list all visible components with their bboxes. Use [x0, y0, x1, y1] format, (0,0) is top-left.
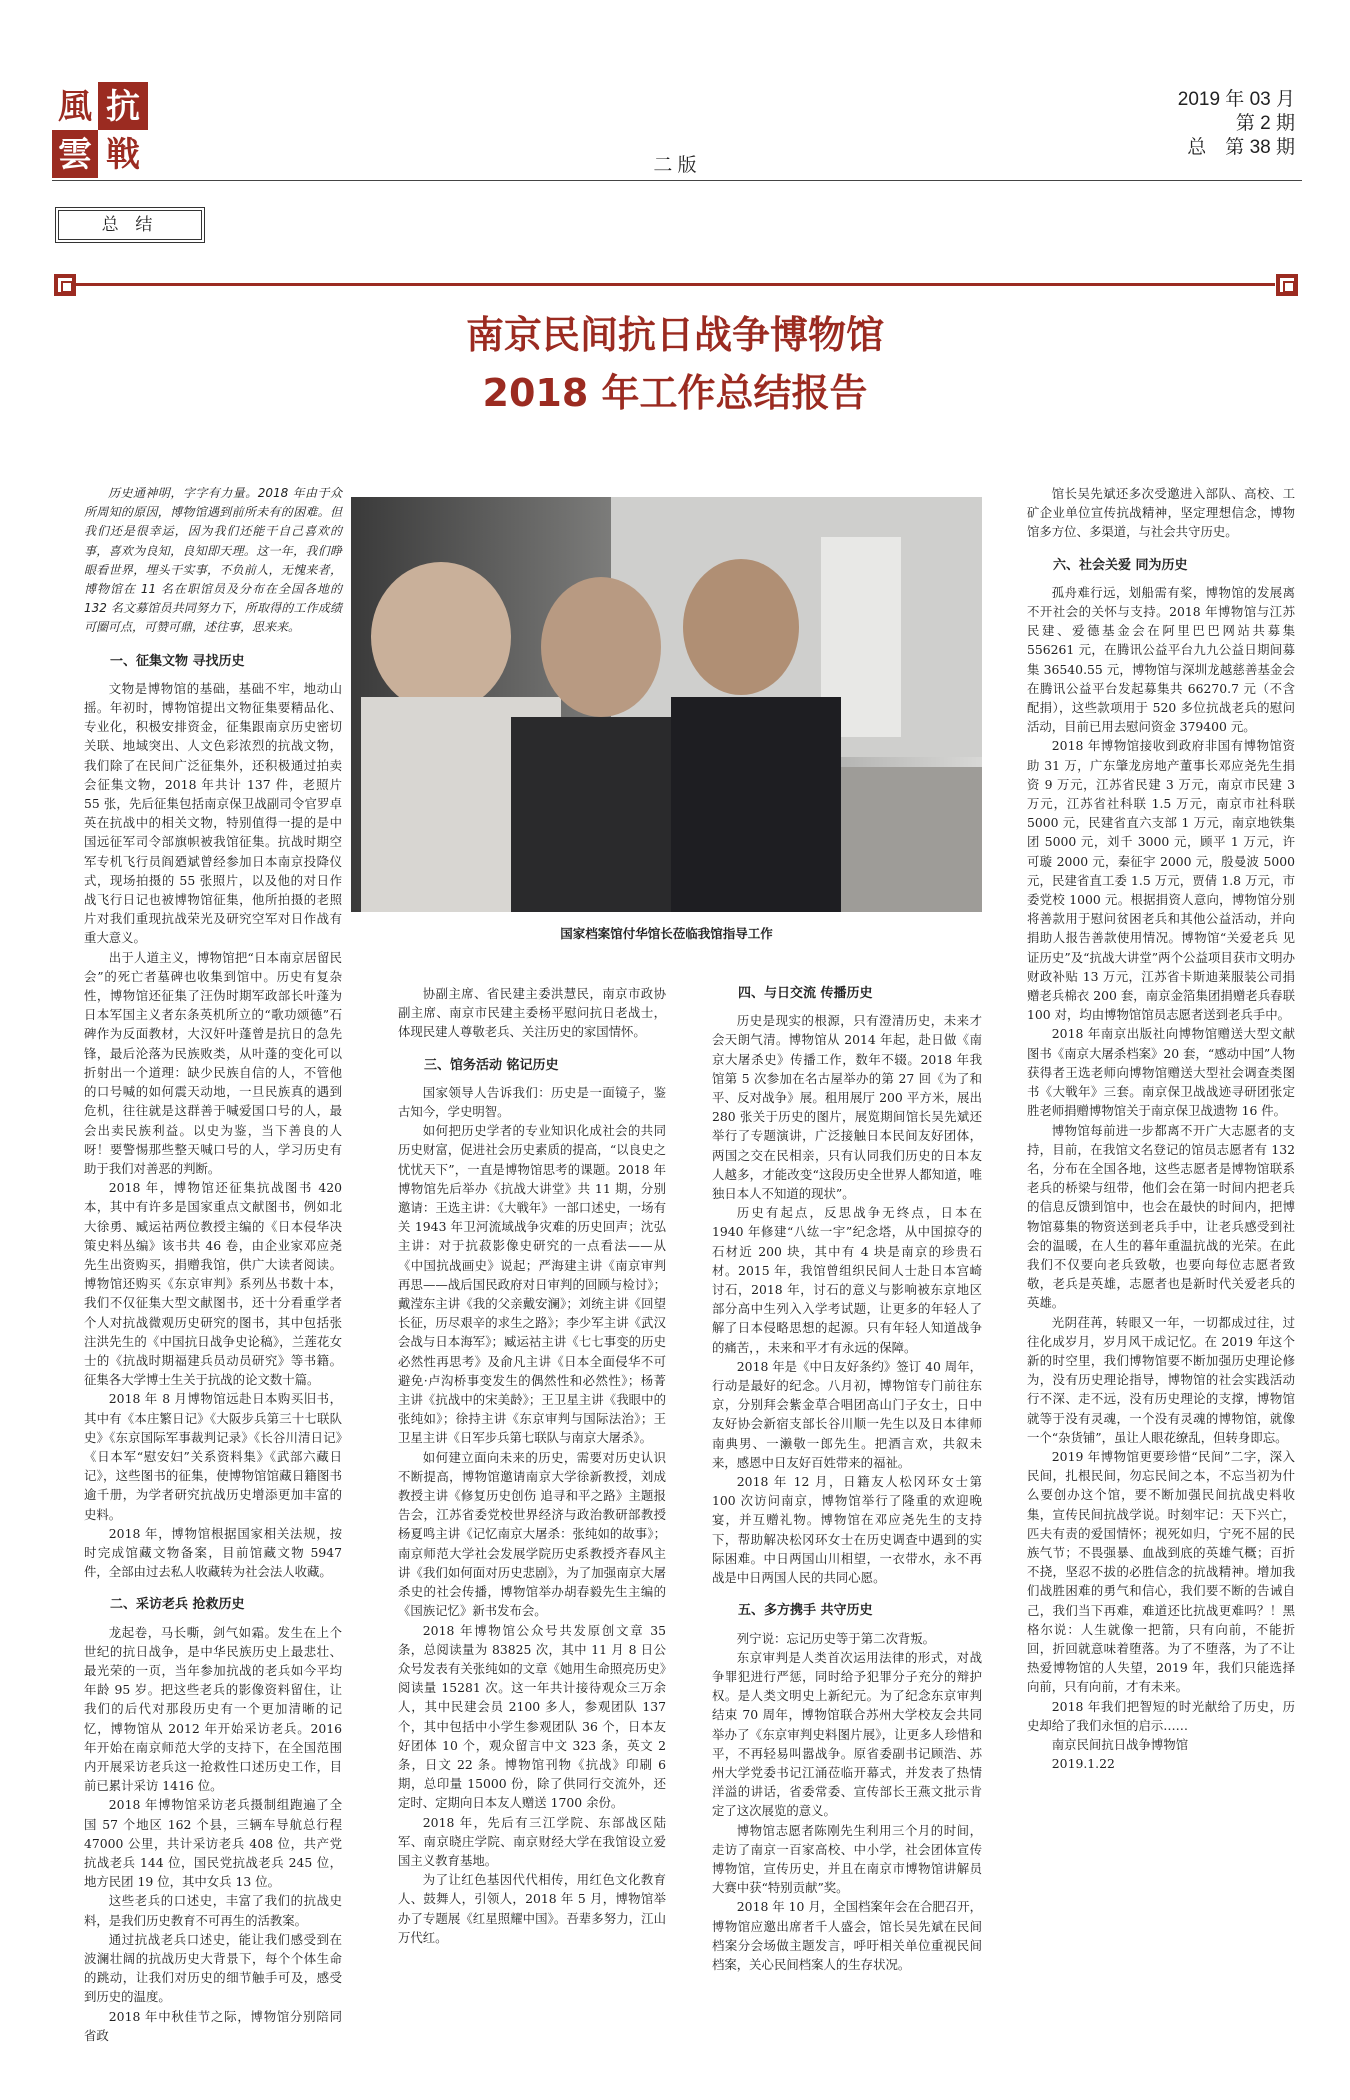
svg-text:戦: 戦 [106, 135, 140, 175]
masthead-divider [52, 180, 1302, 181]
paragraph: 2018 年，先后有三江学院、东部战区陆军、南京晓庄学院、南京财经大学在我馆设立爱国主义教育基地。 [398, 1814, 666, 1868]
paragraph: 2019 年博物馆更要珍惜“民间”二字，深入民间，扎根民间，勿忘民间之本，不忘当初为什么要创办这个馆，要不断加强民间抗战史料收集，宣传民间抗战学说。时刻牢记：天下兴亡，匹夫有责的爱国情怀；视死如归，宁死不屈的民族气节；不畏强暴、血战到底的英雄气概；百折不挠，坚忍不拔的必胜信念的抗战精神。增加我们战胜困难的勇气和信心，我们要不断的告诫自己，我们当下再难，难道还比抗战更难吗？！黑格尔说：人生就像一把箭，只有向前，不能折回，折回就意味着堕落。为了不堕落，为了不让热爱博物馆的人失望，2019 年，我们只能选择向前，只有向前，才有未来。 [1027, 1448, 1295, 1695]
paragraph: 2018 年 12 月，日籍友人松冈环女士第 100 次访问南京，博物馆举行了隆重的欢迎晚宴，并互赠礼物。博物馆在邓应尧先生的支持下，帮助解决松冈环女士在历史调查中遇到的实际困难。中日两国山川相望，一衣带水，永不再战是中日两国人民的共同心愿。 [712, 1474, 982, 1586]
paragraph: 历史是现实的根源，只有澄清历史，未来才会天朗气清。博物馆从 2014 年起，赴日做《南京大屠杀史》传播工作，数年不辍。2018 年我馆第 5 次参加在名古屋举办的第 27 回《为了和平、反对战争》展。租用展厅 200 平方米，展出 280 张关于历史的图片，展览期间馆长吴先斌还举行了专题演讲，广泛接触日本民间友好团体，两国之交在民相亲，只有认同我们历史的日本友人越多，才能改变“这段历史全世界人都知道，唯独日本人不知道的现状”。 [712, 1013, 982, 1202]
paragraph: 2018 年是《中日友好条约》签订 40 周年，行动是最好的纪念。八月初，博物馆专门前往东京，分别拜会紫金草合唱团高山门子女士，日中友好协会新宿支部长谷川顺一先生以及日本律师南典男、一濑敬一郎先生。把酒言欢，共叙未来，感恩中日友好百姓带来的福祉。 [712, 1358, 982, 1470]
issue-number: 第 2 期 [1235, 113, 1295, 134]
column-4 [1027, 484, 1295, 1773]
paragraph: 为了让红色基因代代相传，用红色文化教育人、鼓舞人，引领人，2018 年 5 月，博物馆举办了专题展《红星照耀中国》。吾辈多努力，江山万代红。 [398, 1872, 666, 1945]
issue-total: 总 第 38 期 [1187, 137, 1295, 158]
svg-text:風: 風 [58, 87, 92, 127]
article-title-line1: 南京民间抗日战争博物馆 [465, 313, 884, 357]
paragraph: 文物是博物馆的基础，基础不牢，地动山摇。年初时，博物馆提出文物征集要精品化、专业化，积极安排资金，征集跟南京历史密切关联、地域突出、人文色彩浓烈的抗战文物，我们除了在民间广泛征集外，还积极通过拍卖会征集文物，2018 年共计 137 件，老照片 55 张，先后征集包括南京保卫战副司令官罗卓英在抗战中的相关文物，特别值得一提的是中国远征军司令部旗帜被我馆征集。抗战时期空军专机飞行员阎廼斌曾经参加日本南京投降仪式，现场拍摄的 55 张照片，以及他的对日作战飞行日记也被博物馆征集，他所拍摄的老照片对我们重现抗战荣光及研究空军对日作战有重大意义。 [84, 680, 342, 946]
paragraph: 2018 年，博物馆根据国家相关法规，按时完成馆藏文物备案，目前馆藏文物 5947 件，全部由过去私人收藏转为社会法人收藏。 [84, 1525, 342, 1580]
paragraph: 光阴荏苒，转眼又一年，一切都成过往，过往化成岁月，岁月风干成记忆。在 2019 年这个新的时空里，我们博物馆要不断加强历史理论修为，没有历史理论指导，博物馆的社会实践活动行不深、走不远，没有历史理论的支撑，博物馆就等于没有灵魂，一个没有灵魂的博物馆，就像一个“杂货铺”，虽让人眼花缭乱，但转身即忘。 [1027, 1314, 1295, 1445]
frame-corner-left [54, 274, 76, 296]
issue-date: 2019 年 03 月 [1177, 89, 1295, 110]
paragraph: 2018 年，博物馆还征集抗战图书 420 本，其中有许多是国家重点文献图书，例如北大徐勇、臧运祜两位教授主编的《日本侵华决策史料丛编》该书共 46 卷，由企业家邓应尧先生出资购买，捐赠我馆，供广大读者阅读。博物馆还购买《东京审判》系列丛书数十本，我们不仅征集大型文献图书，还十分看重学者个人对抗战微观历史研究的图书，其中包括张注洪先生的《中国抗日战争史论稿》，兰莲花女士的《抗战时期福建兵员动员研究》等书籍。征集各大学博士生关于抗战的论文数十篇。 [84, 1180, 342, 1388]
paragraph: 东京审判是人类首次运用法律的形式，对战争罪犯进行严惩，同时给予犯罪分子充分的辩护权。是人类文明史上新纪元。为了纪念东京审判结束 70 周年，博物馆联合苏州大学校友会共同举办了《东京审判史料图片展》，让更多人珍惜和平，不再轻易叫嚣战争。原省委副书记顾浩、苏州大学党委书记江涌莅临开幕式，并发表了热情洋溢的讲话，省委常委、宣传部长王燕文批示肯定了这次展览的意义。 [712, 1649, 982, 1819]
paragraph: 列宁说：忘记历史等于第二次背叛。 [736, 1630, 936, 1646]
column-3 [712, 984, 982, 1974]
svg-text:抗: 抗 [106, 87, 140, 127]
frame-corner-right [1276, 274, 1298, 296]
paragraph: 龙起卷，马长嘶，剑气如霜。发生在上个世纪的抗日战争，是中华民族历史上最悲壮、最光荣的一页，当年参加抗战的老兵如今平均年龄 95 岁。把这些老兵的影像资料留住，让我们的后代对那段历史有一个更加清晰的记忆，博物馆从 2012 年开始采访老兵。2016 年开始在南京师范大学的支持下，在全国范围内开展采访老兵这一抢救性口述历史工作，目前已累计采访 1416 位。 [84, 1624, 342, 1794]
section-heading-3: 三、馆务活动 铭记历史 [424, 1057, 559, 1073]
paragraph: 历史有起点，反思战争无终点，日本在 1940 年修建“八纮一宇”纪念塔，从中国掠夺的石材近 200 块，其中有 4 块是南京的珍贵石材。2015 年，我馆曾组织民间人士赴日本宫崎讨石，2018 年，讨石的意义与影响被东京地区部分高中生列入入学考试题，让更多的年轻人了解了日本侵略思想的起源。只有年轻人知道战争的痛苦，，未来和平才有永远的保障。 [712, 1205, 982, 1355]
paragraph: 通过抗战老兵口述史，能让我们感受到在波澜壮阔的抗战历史大背景下，每个个体生命的跳动，让我们对历史的细节触手可及，感受到历史的温度。 [84, 1931, 342, 2005]
paragraph: 2018 年博物馆公众号共发原创文章 35 条，总阅读量为 83825 次，其中 11 月 8 日公众号发表有关张纯如的文章《她用生命照亮历史》阅读量 15281 次。这一年共计接待观众三万余人，其中民建会员 2100 多人，参观团队 137 个，其中包括中小学生参观团队 36 个，日本友好团体 10 个，观众留言中文 323 条，英文 2 条，日文 22 条。博物馆刊物《抗战》印刷 6 期，总印量 15000 份，除了供同行交流外，还定时、定期向日本友人赠送 1700 余份。 [398, 1622, 666, 1811]
signature-date: 2019.1.22 [1051, 1756, 1115, 1772]
svg-text:雲: 雲 [58, 135, 92, 175]
article-title-line2: 2018 年工作总结报告 [482, 371, 868, 415]
section-heading-5: 五、多方携手 共守历史 [738, 1603, 873, 1619]
paragraph: 国家领导人告诉我们：历史是一面镜子，鉴古知今，学史明智。 [398, 1084, 666, 1120]
section-heading-1: 一、征集文物 寻找历史 [110, 653, 245, 669]
section-heading-2: 二、采访老兵 抢救历史 [110, 1597, 245, 1613]
column-2 [398, 984, 666, 1947]
paragraph: 馆长吴先斌还多次受邀进入部队、高校、工矿企业单位宣传抗战精神，坚定理想信念，博物馆多方位、多渠道，与社会共守历史。 [1027, 486, 1295, 540]
edition-label: 二 版 [653, 155, 697, 176]
paragraph: 2018 年南京出版社向博物馆赠送大型文献图书《南京大屠杀档案》20 套，“感动中国”人物获得者王选老师向博物馆赠送大型社会调查类图书《大戦年》三套。南京保卫战战迹寻研团张定胜老师捐赠博物馆关于南京保卫战遗物 16 件。 [1027, 1026, 1295, 1119]
paragraph: 2018 年 8 月博物馆远赴日本购买旧书，其中有《本庄繁日记》《大阪步兵第三十七联队史》《东京国际军事裁判记录》《长谷川清日记》《日本军“慰安妇”关系资料集》《武部六藏日记》，这些图书的征集，使博物馆馆藏日籍图书逾千册，为学者研究抗战历史增添更加丰富的史料。 [84, 1391, 342, 1522]
column-1 [84, 484, 342, 2045]
title-frame-line [76, 283, 1275, 286]
paragraph: 2018 年博物馆接收到政府非国有博物馆资助 31 万，广东肇龙房地产董事长邓应尧先生捐资 9 万元，江苏省民建 3 万元，南京市民建 3 万元，江苏省社科联 1.5 万元，南京市社科联 5000 元，民建省直六支部 1 万元，南京地铁集团 5000 元，刘千 3000 元，顾平 1 万元，许可璇 2000 元，秦征宇 2000 元，殷曼波 5000 元，民建省直工委 1.5 万元，贾倩 1.8 万元，市委党校 1000 元。根据捐资人意向，博物馆分别将善款用于慰问贫困老兵和其他公益活动，并向捐助人报告善款使用情况。博物馆“关爱老兵 见证历史”及“抗战大讲堂”两个公益项目获市文明办财政补贴 13 万元，江苏省卡斯迪莱服装公司捐赠老兵棉衣 200 套，南京金箔集团捐赠老兵春联 100 对，均由博物馆馆员志愿者送到老兵手中。 [1027, 738, 1295, 1023]
paragraph: 2018 年博物馆采访老兵摄制组跑遍了全国 57 个地区 162 个县，三辆车导航总行程 47000 公里，共计采访老兵 408 位，共产党抗战老兵 144 位，国民党抗战老兵 245 位，地方民团 19 位，其中女兵 13 位。 [84, 1797, 342, 1890]
paragraph: 博物馆每前进一步都离不开广大志愿者的支持，目前，在我馆文名登记的馆员志愿者有 132 名，分布在全国各地，这些志愿者是博物馆联系老兵的桥梁与纽带，他们会在第一时间内把老兵的信息反馈到馆中，也会在最快的时间内，把博物馆募集的物资送到老兵手中，让老兵感受到社会的温暖，在人生的暮年重温抗战的光荣。在此我们不仅要向老兵致敬，也要向每位志愿者致敬，老兵是英雄，志愿者也是新时代关爱老兵的英雄。 [1027, 1122, 1295, 1311]
section-heading-4: 四、与日交流 传播历史 [738, 986, 873, 1001]
signature-organization: 南京民间抗日战争博物馆 [1051, 1737, 1189, 1752]
section-heading-6: 六、社会关爱 同为历史 [1053, 557, 1188, 573]
section-tag [55, 207, 205, 243]
paragraph: 2018 年 10 月，全国档案年会在合肥召开，博物馆应邀出席者千人盛会，馆长吴先斌在民间档案分会场做主题发言，呼吁相关单位重视民间档案，关心民间档案人的生存状况。 [712, 1899, 982, 1972]
paragraph: 2018 年中秋佳节之际，博物馆分别陪同省政 [84, 2008, 342, 2043]
paragraph: 如何建立面向未来的历史，需要对历史认识不断提高，博物馆邀请南京大学徐新教授，刘成教授主讲《修复历史创伤 追寻和平之路》主题报告会，江苏省委党校世界经济与政治教研部教授杨夏鸣主讲《记忆南京大屠杀：张纯如的故事》；南京师范大学社会发展学院历史系教授齐春风主讲《我们如何面对历史悲剧》，为了加强南京大屠杀史的社会传播，博物馆举办胡春毅先生主编的《国族记忆》新书发布会。 [398, 1449, 666, 1619]
paragraph: 协副主席、省民建主委洪慧民，南京市政协副主席、南京市民建主委杨平慰问抗日老战士，体现民建人尊敬老兵、关注历史的家国情怀。 [398, 986, 666, 1040]
photo-caption: 国家档案馆付华馆长莅临我馆指导工作 [560, 926, 773, 941]
paragraph: 出于人道主义，博物馆把“日本南京居留民会”的死亡者墓碑也收集到馆中。历史有复杂性，博物馆还征集了汪伪时期军政部长叶蓬为日本军国主义者东条英机所立的“歌功颂德”石碑作为反面教材，大汉奸叶蓬曾是抗日的急先锋，最后沦落为民族败类，从叶蓬的变化可以折射出一个道理：缺少民族自信的人，不管他的口号喊的如何震天动地，一旦民族真的遇到危机，往往就是这群善于喊爱国口号的人，最会出卖民族利益。以史为鉴，当下善良的人呀！要警惕那些整天喊口号的人，学习历史有助于我们对善恶的判断。 [84, 949, 342, 1176]
lead-paragraph: 历史通神明，字字有力量。2018 年由于众所周知的原因，博物馆遇到前所未有的困难。但我们还是很幸运，因为我们还能干自己喜欢的事，喜欢为良知，良知即天理。这一年，我们睁眼看世界，埋头干实事，不负前人，无愧来者，博物馆在 11 名在职馆员及分布在全国各地的 132 名文募馆员共同努力下，所取得的工作成绩可圈可点，可赞可鼎，述往事，思来来。 [84, 486, 342, 635]
paragraph: 博物馆志愿者陈刚先生利用三个月的时间，走访了南京一百家高校、中小学，社会团体宣传博物馆，宣传历史，并且在南京市博物馆讲解员大赛中获“特别贡献”奖。 [712, 1822, 982, 1896]
paragraph: 2018 年我们把智短的时光献给了历史，历史却给了我们永恒的启示…… [1027, 1698, 1295, 1733]
section-tag-label: 总 结 [58, 210, 202, 240]
paragraph: 如何把历史学者的专业知识化成社会的共同历史财富，促进社会历史素质的提高，“以良史之忧忧天下”，一直是博物馆思考的课题。2018 年博物馆先后举办《抗战大讲堂》共 11 期，分别邀请：王选主讲：《大戦年》一部口述史，一场有关 1943 年卫河流域战争灾难的历史回声；沈弘主讲：对于抗菽影像史研究的一点看法——从《中国抗战画史》说起；严海建主讲《南京审判再思——战后国民政府对日审判的回顾与检讨》；戴滢东主讲《我的父亲戴安澜》；刘统主讲《回望长征，历尽艰辛的求生之路》；李少军主讲《武汉会战与日本海军》；臧运祜主讲《七七事变的历史必然性再思考》及俞凡主讲《日本全面侵华不可避免·卢沟桥事变发生的偶然性和必然性》；杨菁主讲《抗战中的宋美龄》；王卫星主讲《我眼中的张纯如》；徐持主讲《东京审判与国际法治》；王卫星主讲《日军步兵第七联队与南京大屠杀》。 [398, 1123, 666, 1446]
paragraph: 这些老兵的口述史，丰富了我们的抗战史料，是我们历史教育不可再生的活教案。 [84, 1893, 342, 1928]
article-photo [351, 497, 982, 912]
paragraph: 孤舟难行远，划船需有桨，博物馆的发展离不开社会的关怀与支持。2018 年博物馆与江苏民建、爱德基金会在阿里巴巴网站共募集 556261 元，在腾讯公益平台九九公益日期间募集 36540.55 元，博物馆与深圳龙越慈善基金会在腾讯公益平台发起募集共 66270.7 元（不含配捐），这些款项用于 520 多位抗战老兵的慰问活动，目前已用去慰问资金 379400 元。 [1027, 584, 1295, 735]
